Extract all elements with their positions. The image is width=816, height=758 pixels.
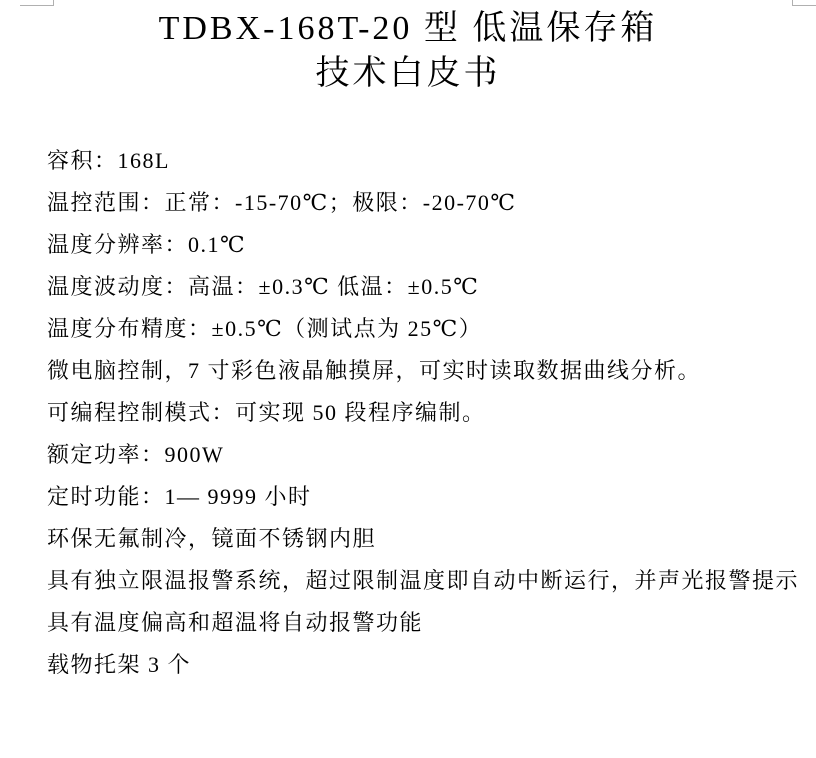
spec-line-temp-range: 温控范围：正常：-15-70℃；极限：-20-70℃ <box>47 190 517 215</box>
spec-line-capacity: 容积：168L <box>47 148 170 173</box>
spec-line-controller: 微电脑控制，7 寸彩色液晶触摸屏，可实时读取数据曲线分析。 <box>47 358 702 383</box>
spec-line-uniformity: 温度分布精度：±0.5℃（测试点为 25℃） <box>47 316 483 341</box>
spec-line-resolution: 温度分辨率：0.1℃ <box>47 232 247 257</box>
document-title <box>0 6 816 96</box>
document-title-line2: 技术白皮书 <box>315 55 501 92</box>
document-title-line1: TDBX-168T-20 型 低温保存箱 <box>158 10 658 47</box>
spec-line-fluctuation: 温度波动度：高温：±0.3℃ 低温：±0.5℃ <box>47 274 480 299</box>
spec-line-program-mode: 可编程控制模式：可实现 50 段程序编制。 <box>47 400 486 425</box>
spec-line-rated-power: 额定功率：900W <box>47 442 225 467</box>
spec-line-limit-alarm: 具有独立限温报警系统，超过限制温度即自动中断运行，并声光报警提示 <box>47 568 800 593</box>
spec-line-shelves: 载物托架 3 个 <box>47 652 192 677</box>
spec-line-overtemp-alarm: 具有温度偏高和超温将自动报警功能 <box>47 610 424 635</box>
spec-line-refrigeration: 环保无氟制冷，镜面不锈钢内胆 <box>47 526 377 551</box>
spec-list <box>47 140 800 686</box>
spec-line-timer: 定时功能：1— 9999 小时 <box>47 484 312 509</box>
